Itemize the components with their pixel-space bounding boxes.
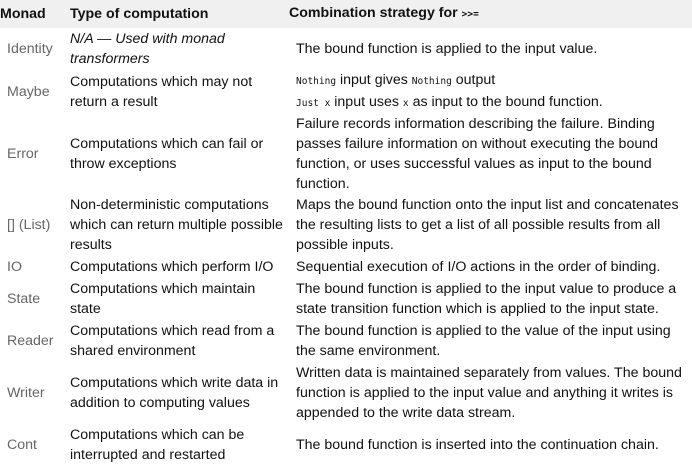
monad-name: Writer [7,385,45,401]
computation-type: Computations which read from a shared environment [70,323,275,359]
strategy-text: as input to the bound function. [408,94,603,110]
combination-strategy: Failure records information describing the failure. Binding passes failure information on without executing the bound function, or uses successful values as input to the bound function. [296,116,659,192]
code-nothing: Nothing [411,76,452,87]
computation-type: Computations which may not return a result [70,74,253,110]
combination-strategy: The bound function is applied to the value of the input using the same environment. [296,323,671,359]
code-x: x [402,98,409,109]
strategy-text: input gives [336,72,412,88]
combination-strategy: Sequential execution of I/O actions in the order of binding. [296,259,661,275]
header-strategy-text: Combination strategy for [289,5,462,21]
monad-name: [] (List) [7,217,51,233]
monad-name: Cont [7,437,37,453]
table-row [0,320,692,362]
combination-strategy: Maps the bound function onto the input list and concatenates the resulting lists to get a list of all possible results from all possible inputs. [296,197,679,253]
monad-name: IO [7,259,22,275]
combination-strategy: The bound function is applied to the input value. [296,41,598,57]
header-strategy [289,0,692,28]
computation-type: N/A — Used with monad transformers [70,31,225,67]
table-row [0,362,692,424]
combination-strategy [289,70,692,114]
code-just-x: Just x [296,98,331,109]
bind-operator: >>= [461,9,479,20]
strategy-text: input uses [330,94,403,110]
table-row [0,194,692,256]
table-row [0,28,692,70]
table-row [0,256,692,278]
header-monad: Monad [0,0,63,28]
strategy-text: output [451,72,496,88]
header-type: Type of computation [63,0,289,28]
table-row [0,278,692,320]
computation-type: Non-deterministic computations which can return multiple possible results [70,197,283,253]
table-row [0,70,692,114]
monad-name: Identity [7,41,53,57]
computation-type: Computations which can be interrupted and restarted [70,427,245,463]
computation-type: Computations which can fail or throw exceptions [70,136,264,172]
table-row [0,114,692,194]
computation-type: Computations which perform I/O [70,259,274,275]
computation-type: Computations which write data in addition to computing values [70,375,279,411]
monad-name: Reader [7,333,54,349]
combination-strategy: The bound function is applied to the input value to produce a state transition function which is applied to the input state. [296,281,677,317]
strategy-line [296,70,688,92]
computation-type: Computations which maintain state [70,281,256,317]
combination-strategy: The bound function is inserted into the continuation chain. [296,437,659,453]
combination-strategy: Written data is maintained separately from values. The bound function is applied to the input value and anything it writes is appended to the write data stream. [296,365,682,421]
monad-name: Maybe [7,84,50,100]
monad-name: State [7,291,41,307]
header-row [0,0,692,28]
strategy-line [296,92,688,114]
monad-name: Error [7,146,39,162]
code-nothing: Nothing [296,76,337,87]
